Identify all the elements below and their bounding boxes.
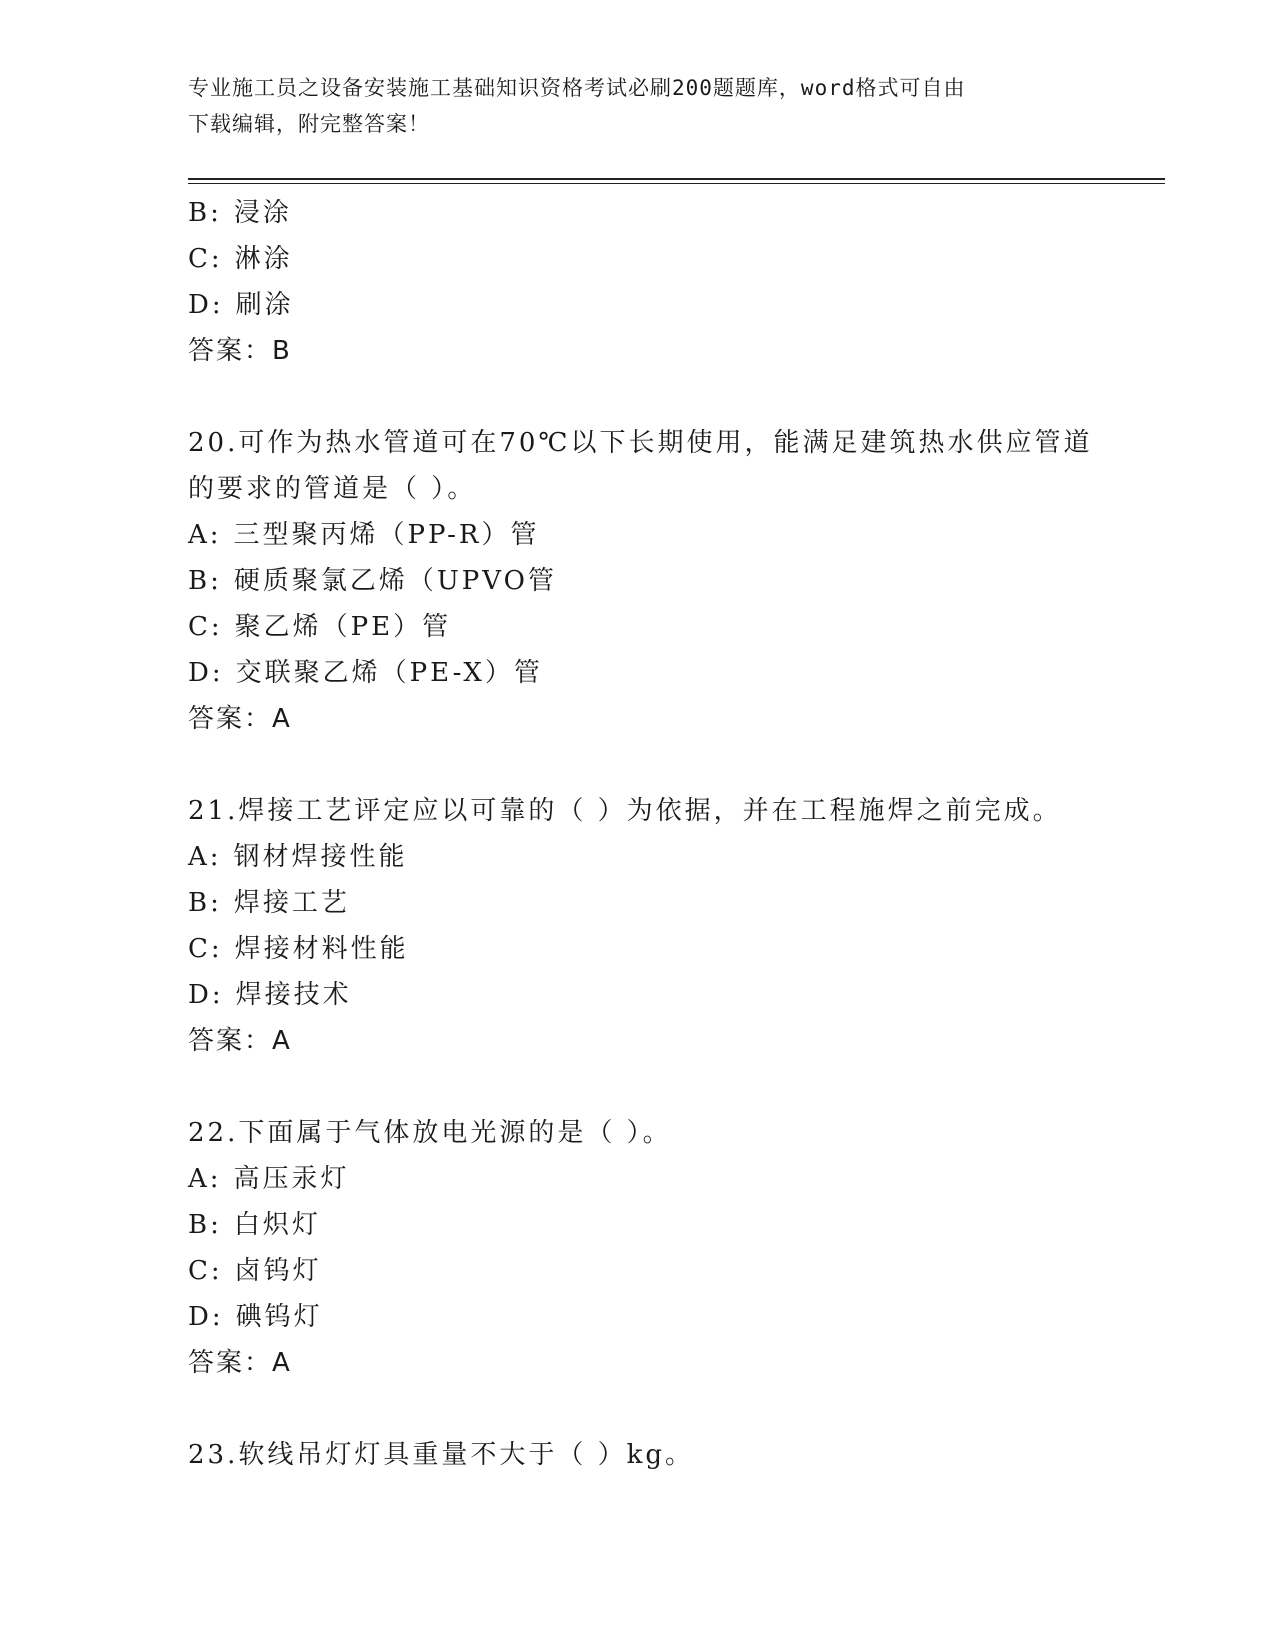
header-divider-thin: [188, 183, 1165, 184]
question-20: [188, 420, 1148, 742]
previous-question-options: [188, 190, 1148, 374]
option-c: C: 淋涂: [188, 244, 293, 274]
spacer: [188, 1386, 1148, 1432]
header-line-2: 下载编辑，附完整答案！: [188, 112, 430, 136]
option-d: D: 刷涂: [188, 290, 294, 320]
option-d: D: 焊接技术: [188, 980, 352, 1010]
question-23: [188, 1432, 1148, 1478]
question-content: [188, 190, 1148, 1478]
question-23-text: 23.软线吊灯灯具重量不大于（ ）kg。: [188, 1440, 695, 1470]
answer-label: 答案：A: [188, 1348, 292, 1378]
option-b: B: 焊接工艺: [188, 888, 350, 918]
header-divider-thick: [188, 178, 1165, 180]
option-a: A: 钢材焊接性能: [188, 842, 408, 872]
option-a: A: 高压汞灯: [188, 1164, 350, 1194]
option-b: B: 浸涂: [188, 198, 292, 228]
option-c: C: 聚乙烯（PE）管: [188, 612, 452, 642]
option-a: A: 三型聚丙烯（PP-R）管: [188, 520, 540, 550]
question-21: [188, 788, 1148, 1064]
spacer: [188, 374, 1148, 420]
question-22: [188, 1110, 1148, 1386]
question-22-text: 22.下面属于气体放电光源的是（ ）。: [188, 1118, 672, 1148]
answer-label: 答案：A: [188, 704, 292, 734]
option-b: B: 硬质聚氯乙烯（UPVO管: [188, 566, 557, 596]
option-b: B: 白炽灯: [188, 1210, 321, 1240]
option-d: D: 碘钨灯: [188, 1302, 323, 1332]
spacer: [188, 1064, 1148, 1110]
spacer: [188, 742, 1148, 788]
document-header: [188, 70, 1088, 142]
question-20-text-line-2: 的要求的管道是（ ）。: [188, 474, 477, 504]
answer-label: 答案：B: [188, 336, 292, 366]
header-line-1: 专业施工员之设备安装施工基础知识资格考试必刷200题题库，word格式可自由: [188, 76, 966, 100]
answer-label: 答案：A: [188, 1026, 292, 1056]
option-c: C: 焊接材料性能: [188, 934, 409, 964]
option-c: C: 卤钨灯: [188, 1256, 322, 1286]
question-21-text: 21.焊接工艺评定应以可靠的（ ）为依据，并在工程施焊之前完成。: [188, 796, 1062, 826]
question-20-text-line-1: 20.可作为热水管道可在70℃以下长期使用，能满足建筑热水供应管道: [188, 428, 1093, 458]
option-d: D: 交联聚乙烯（PE-X）管: [188, 658, 543, 688]
